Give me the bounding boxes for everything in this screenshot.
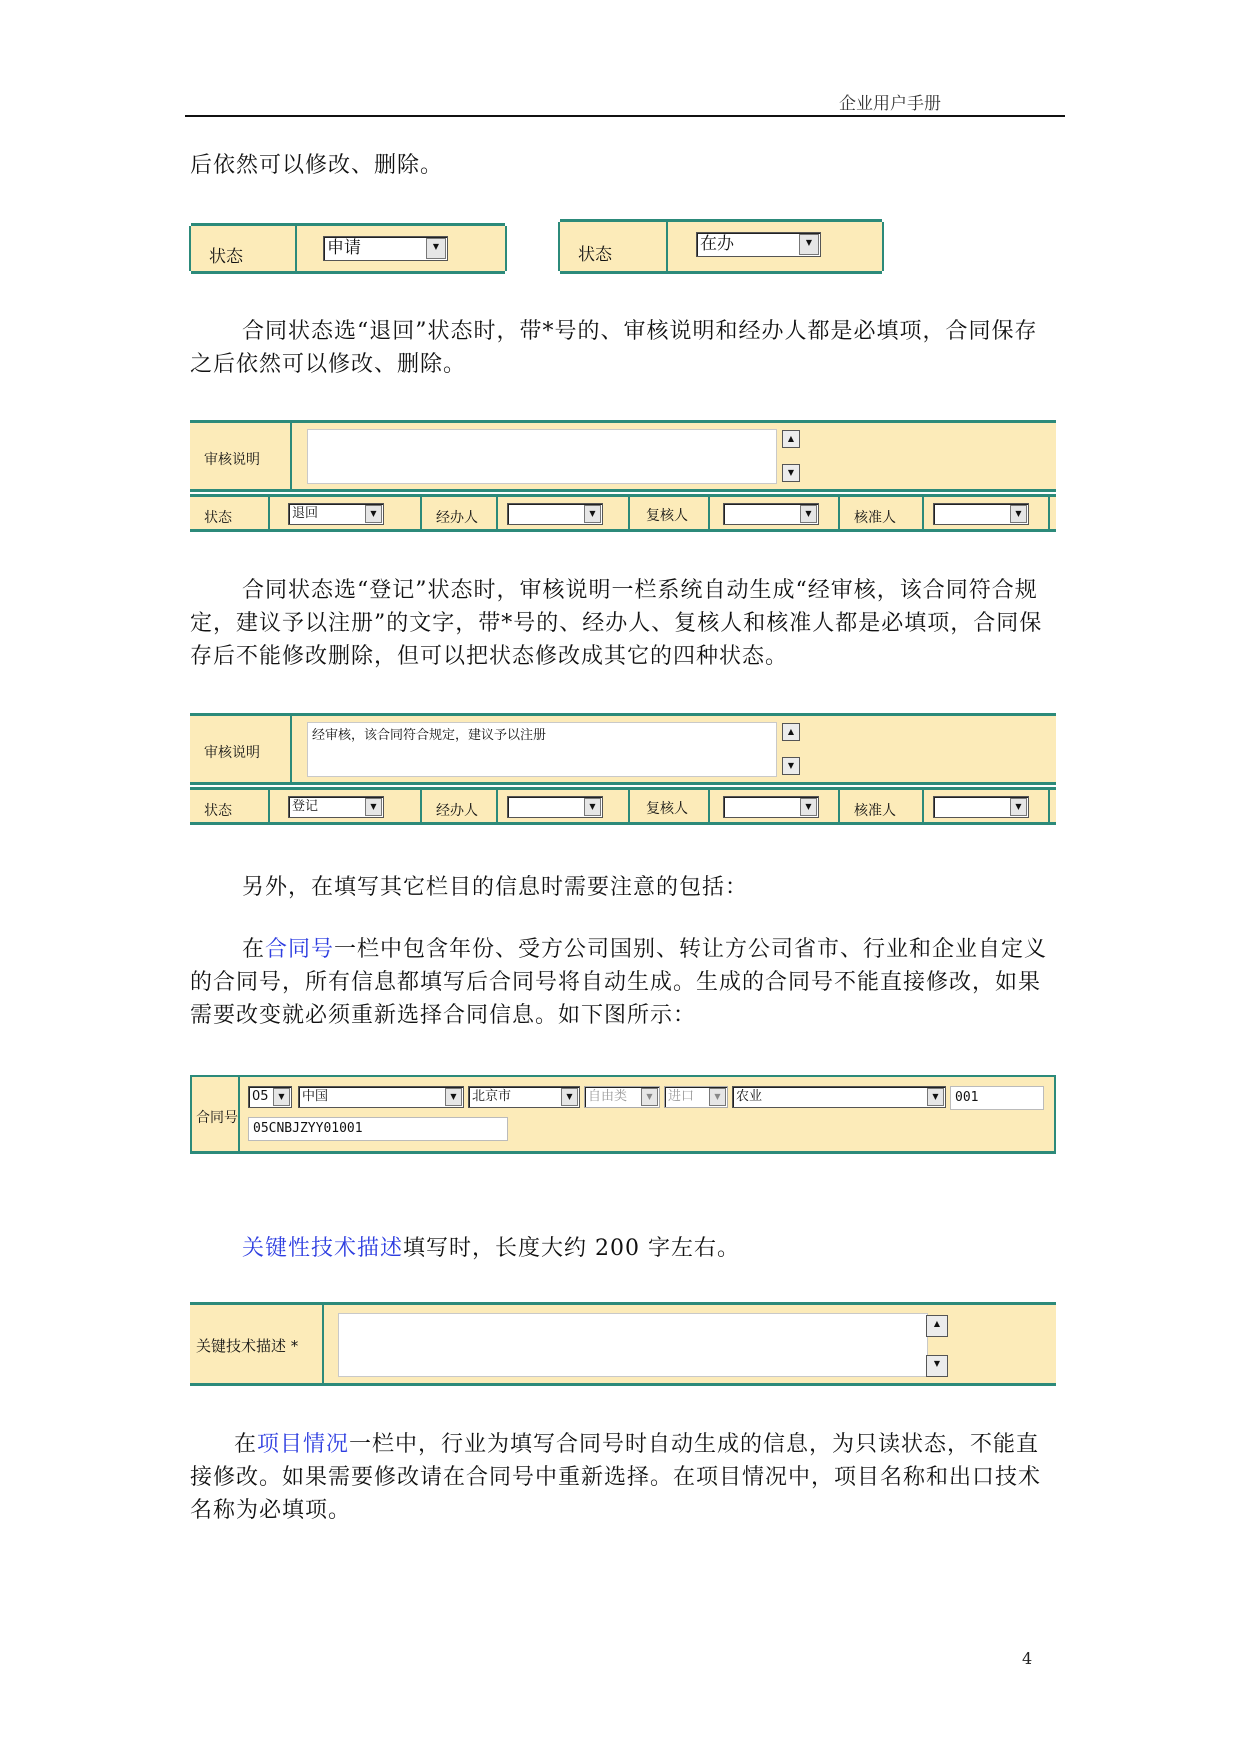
key-tech-panel (190, 1302, 1056, 1386)
scroll-down-icon[interactable]: ▼ (926, 1355, 948, 1377)
approver-select[interactable] (933, 503, 1029, 525)
chevron-down-icon: ▼ (800, 798, 817, 816)
paragraph-1 (190, 149, 1060, 182)
document-header-title: 企业用户手册 (839, 94, 941, 114)
industry-select[interactable] (732, 1086, 946, 1108)
paragraph-prefix: 在 (242, 937, 266, 962)
review-label: 审核说明 (204, 745, 260, 761)
chevron-down-icon: ▼ (800, 505, 817, 523)
return-review-panel (190, 420, 1056, 492)
status-select-value: 申请 (327, 238, 361, 258)
reviewer-select[interactable] (723, 796, 819, 818)
review-textarea[interactable] (307, 429, 777, 484)
chevron-down-icon: ▼ (445, 1088, 462, 1106)
register-review-panel (190, 713, 1056, 785)
city-value: 北京市 (472, 1089, 512, 1104)
chevron-down-icon: ▼ (365, 798, 382, 816)
paragraph-6 (190, 1232, 1060, 1265)
chevron-down-icon: ▼ (584, 505, 601, 523)
industry-value: 农业 (736, 1089, 763, 1104)
city-select[interactable] (468, 1086, 580, 1108)
scroll-up-icon[interactable]: ▲ (782, 430, 800, 448)
status-label: 状态 (204, 803, 232, 819)
status-select-apply[interactable] (323, 236, 448, 261)
scroll-up-icon[interactable]: ▲ (782, 723, 800, 741)
paragraph-text: 另外，在填写其它栏目的信息时需要注意的包括： (242, 875, 749, 900)
type-value: 自由类 (588, 1089, 628, 1104)
chevron-down-icon: ▼ (799, 234, 819, 255)
status-label: 状态 (209, 247, 243, 267)
paragraph-text: 合同状态选“退回”状态时，带*号的、审核说明和经办人都是必填项，合同保存之后依然可以修改、删除。 (190, 319, 1038, 377)
chevron-down-icon: ▼ (365, 505, 382, 523)
status-example-left (191, 223, 505, 274)
direction-select[interactable] (664, 1086, 728, 1108)
paragraph-2 (190, 315, 1060, 381)
approver-label: 核准人 (854, 803, 896, 819)
reviewer-select[interactable] (723, 503, 819, 525)
generated-contract-number: 05CNBJZYY01001 (248, 1117, 508, 1141)
page-number: 4 (1022, 1649, 1033, 1668)
paragraph-body: 填写时，长度大约 200 字左右。 (403, 1236, 740, 1261)
country-select[interactable] (298, 1086, 464, 1108)
approver-label: 核准人 (854, 510, 896, 526)
custom-number-input[interactable]: 001 (950, 1086, 1044, 1110)
register-status-panel (190, 787, 1056, 825)
handler-select[interactable] (507, 503, 603, 525)
contract-number-link[interactable]: 合同号 (265, 937, 335, 962)
handler-label: 经办人 (436, 510, 478, 526)
required-mark: * (290, 1337, 299, 1355)
paragraph-text: 合同状态选“登记”状态时，审核说明一栏系统自动生成“经审核，该合同符合规定，建议予以注册”的文字，带*号的、经办人、复核人和核准人都是必填项，合同保存后不能修改删除，但可以把状态修改成其它的四种状态。 (190, 578, 1043, 669)
country-value: 中国 (302, 1089, 329, 1104)
approver-select[interactable] (933, 796, 1029, 818)
chevron-down-icon: ▼ (927, 1088, 944, 1106)
paragraph-3 (190, 574, 1060, 673)
reviewer-label: 复核人 (646, 508, 688, 524)
chevron-down-icon: ▼ (1010, 798, 1027, 816)
project-status-link[interactable]: 项目情况 (257, 1432, 350, 1457)
direction-value: 进口 (668, 1089, 695, 1104)
key-tech-label (196, 1335, 298, 1356)
status-select-register[interactable] (288, 796, 384, 818)
scroll-up-icon[interactable]: ▲ (926, 1315, 948, 1337)
handler-select[interactable] (507, 796, 603, 818)
status-select-return[interactable] (288, 503, 384, 525)
key-tech-link[interactable]: 关键性技术描述 (242, 1236, 404, 1261)
scroll-down-icon[interactable]: ▼ (782, 757, 800, 775)
key-tech-textarea[interactable] (338, 1313, 928, 1377)
paragraph-text (190, 1428, 1060, 1527)
contract-number-panel (190, 1075, 1056, 1154)
type-select[interactable] (584, 1086, 660, 1108)
chevron-down-icon: ▼ (561, 1088, 578, 1106)
paragraph-prefix: 在 (234, 1432, 258, 1457)
key-tech-label-text: 关键技术描述 (196, 1337, 287, 1355)
paragraph-7 (190, 1428, 1060, 1527)
paragraph-body: 一栏中包含年份、受方公司国别、转让方公司省市、行业和企业自定义的合同号，所有信息都填写后合同号将自动生成。生成的合同号不能直接修改，如果需要改变就必须重新选择合同信息。如下图所示： (190, 937, 1048, 1028)
status-label: 状态 (578, 245, 612, 265)
review-textarea[interactable]: 经审核，该合同符合规定，建议予以注册 (307, 722, 777, 777)
contract-number-label: 合同号 (196, 1110, 238, 1126)
review-label: 审核说明 (204, 452, 260, 468)
status-select-value: 登记 (292, 799, 319, 814)
paragraph-text (190, 1232, 1060, 1265)
year-value: 05 (252, 1089, 269, 1104)
status-example-right (560, 219, 882, 274)
scroll-down-icon[interactable]: ▼ (782, 464, 800, 482)
year-select[interactable] (248, 1086, 292, 1108)
header-divider (185, 115, 1065, 117)
chevron-down-icon: ▼ (584, 798, 601, 816)
chevron-down-icon: ▼ (1010, 505, 1027, 523)
paragraph-body: 一栏中，行业为填写合同号时自动生成的信息，为只读状态，不能直接修改。如果需要修改请在合同号中重新选择。在项目情况中，项目名称和出口技术名称为必填项。 (190, 1432, 1042, 1523)
chevron-down-icon: ▼ (273, 1088, 290, 1106)
paragraph-text (190, 933, 1060, 1032)
chevron-down-icon: ▼ (426, 238, 446, 259)
paragraph-text: 后依然可以修改、删除。 (190, 153, 444, 178)
chevron-down-icon: ▼ (641, 1088, 658, 1106)
paragraph-5 (190, 933, 1060, 1032)
return-status-panel (190, 494, 1056, 532)
reviewer-label: 复核人 (646, 801, 688, 817)
handler-label: 经办人 (436, 803, 478, 819)
chevron-down-icon: ▼ (709, 1088, 726, 1106)
status-select-value: 退回 (292, 506, 319, 521)
status-label: 状态 (204, 510, 232, 526)
status-select-inprogress[interactable] (696, 232, 821, 257)
status-select-value: 在办 (700, 234, 734, 254)
paragraph-4 (190, 871, 1060, 904)
